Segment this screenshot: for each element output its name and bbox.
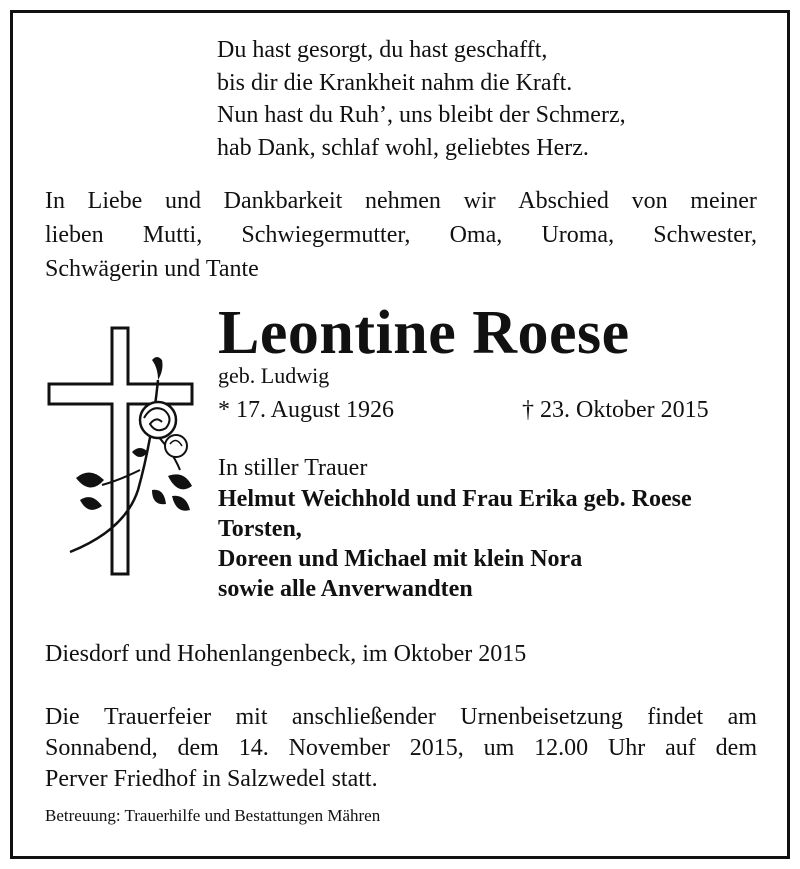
word: wir — [463, 188, 496, 214]
word: auf — [665, 735, 696, 761]
word: Trauerfeier — [104, 704, 212, 730]
word: am — [727, 704, 757, 730]
mourner-line: Helmut Weichhold und Frau Erika geb. Roese — [218, 486, 692, 512]
poem-line: Nun hast du Ruh’, uns bleibt der Schmerz, — [217, 102, 626, 128]
word: um — [483, 735, 515, 761]
service-line-3: Perver Friedhof in Salzwedel statt. — [45, 766, 378, 792]
word: anschließender — [291, 704, 436, 730]
word: Liebe — [87, 188, 143, 214]
birth-name: geb. Ludwig — [218, 363, 330, 388]
word: Schwiegermutter, — [241, 222, 411, 248]
mourner-line: sowie alle Anverwandten — [218, 576, 473, 602]
cross-with-rose-icon — [40, 320, 205, 582]
word: und — [164, 188, 201, 214]
deceased-name: Leontine Roese — [218, 299, 630, 367]
word: Abschied — [518, 188, 609, 214]
word: November — [288, 735, 390, 761]
word: Uhr — [607, 735, 646, 761]
word: mit — [235, 704, 268, 730]
poem-line: Du hast gesorgt, du hast geschafft, — [217, 37, 548, 63]
funeral-home-credit: Betreuung: Trauerhilfe und Bestattungen Mähren — [45, 806, 381, 825]
word: findet — [647, 704, 704, 730]
word: lieben — [45, 222, 104, 248]
poem-line: bis dir die Krankheit nahm die Kraft. — [217, 69, 573, 96]
word: Mutti, — [142, 222, 203, 248]
cross-with-rose-icon — [40, 320, 205, 582]
word: Uroma, — [541, 222, 615, 248]
word: dem — [715, 735, 757, 761]
service-line-1 — [45, 702, 757, 733]
word: Urnenbeisetzung — [460, 704, 623, 730]
word: von — [631, 188, 668, 214]
intro-text — [45, 184, 757, 286]
word: nehmen — [364, 188, 441, 214]
word: In — [45, 188, 65, 214]
word: Sonnabend, — [45, 735, 158, 761]
intro-line-2 — [45, 218, 757, 252]
word: 14. — [238, 735, 269, 761]
word: Dankbarkeit — [223, 188, 343, 214]
mourner-line: Torsten, — [218, 516, 302, 542]
death-date: † 23. Oktober 2015 — [522, 397, 709, 423]
intro-line-3: Schwägerin und Tante — [45, 256, 259, 282]
word: Schwester, — [653, 222, 757, 248]
mourner-line: Doreen und Michael mit klein Nora — [218, 546, 583, 572]
word: 2015, — [409, 735, 464, 761]
word: dem — [177, 735, 219, 761]
poem — [217, 34, 626, 164]
mourners-list — [218, 484, 692, 604]
place-date: Diesdorf und Hohenlangenbeck, im Oktober 2015 — [45, 641, 527, 667]
service-line-2 — [45, 733, 757, 764]
word: meiner — [690, 188, 757, 214]
service-info — [45, 702, 757, 795]
word: 12.00 — [534, 735, 589, 761]
intro-line-1 — [45, 184, 757, 218]
birth-date: * 17. August 1926 — [218, 397, 395, 423]
word: Die — [45, 704, 80, 730]
poem-line: hab Dank, schlaf wohl, geliebtes Herz. — [217, 134, 589, 161]
mourning-heading: In stiller Trauer — [218, 455, 368, 481]
word: Oma, — [449, 222, 503, 248]
